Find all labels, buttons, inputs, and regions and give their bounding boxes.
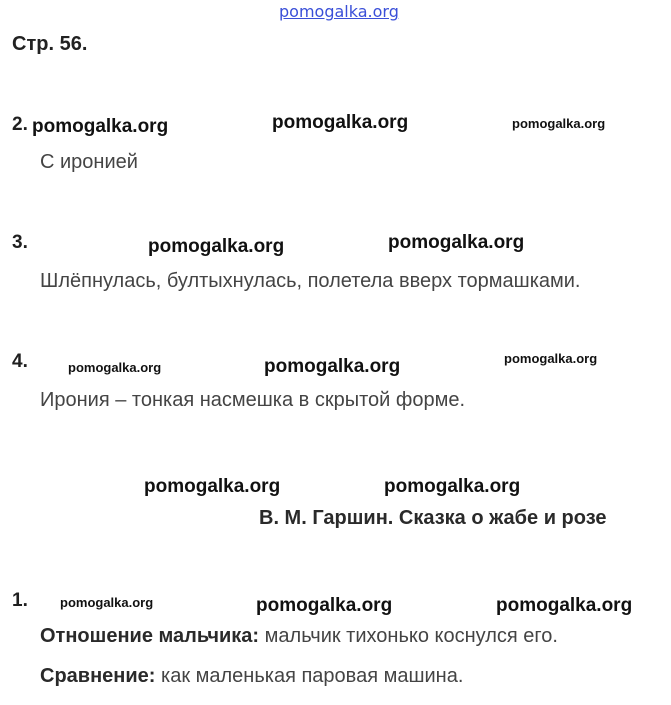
- watermark-top[interactable]: pomogalka.org: [279, 2, 399, 21]
- answer-line-relation: [40, 625, 558, 648]
- answer-value: мальчик тихонько коснулся его.: [264, 625, 558, 647]
- watermark: pomogalka.org: [60, 595, 154, 610]
- answer-label: Отношение мальчика:: [40, 625, 260, 647]
- watermark: pomogalka.org: [496, 595, 633, 616]
- watermark: pomogalka.org: [264, 356, 401, 377]
- answer-text-2: С иронией: [40, 151, 138, 173]
- watermark: pomogalka.org: [148, 236, 285, 257]
- watermark: pomogalka.org: [144, 476, 281, 497]
- answer-value: как маленькая паровая машина.: [161, 665, 464, 687]
- section-question-number-1: 1.: [12, 590, 28, 611]
- page-reference: Стр. 56.: [12, 33, 88, 55]
- answer-text-3: Шлёпнулась, бултыхнулась, полетела вверх тормашками.: [40, 270, 581, 292]
- watermark: pomogalka.org: [256, 595, 393, 616]
- answer-label: Сравнение:: [40, 665, 156, 687]
- answer-text-4: Ирония – тонкая насмешка в скрытой форме.: [40, 389, 466, 411]
- watermark: pomogalka.org: [272, 112, 409, 133]
- question-number-3: 3.: [12, 232, 28, 253]
- section-title: В. М. Гаршин. Сказка о жабе и розе: [259, 507, 607, 529]
- answer-line-comparison: [40, 665, 463, 688]
- question-number-2: 2.: [12, 114, 28, 135]
- watermark: pomogalka.org: [504, 351, 598, 366]
- watermark: pomogalka.org: [32, 116, 169, 137]
- watermark: pomogalka.org: [388, 232, 525, 253]
- question-number-4: 4.: [12, 351, 28, 372]
- watermark: pomogalka.org: [68, 360, 162, 375]
- watermark: pomogalka.org: [512, 116, 606, 131]
- watermark: pomogalka.org: [384, 476, 521, 497]
